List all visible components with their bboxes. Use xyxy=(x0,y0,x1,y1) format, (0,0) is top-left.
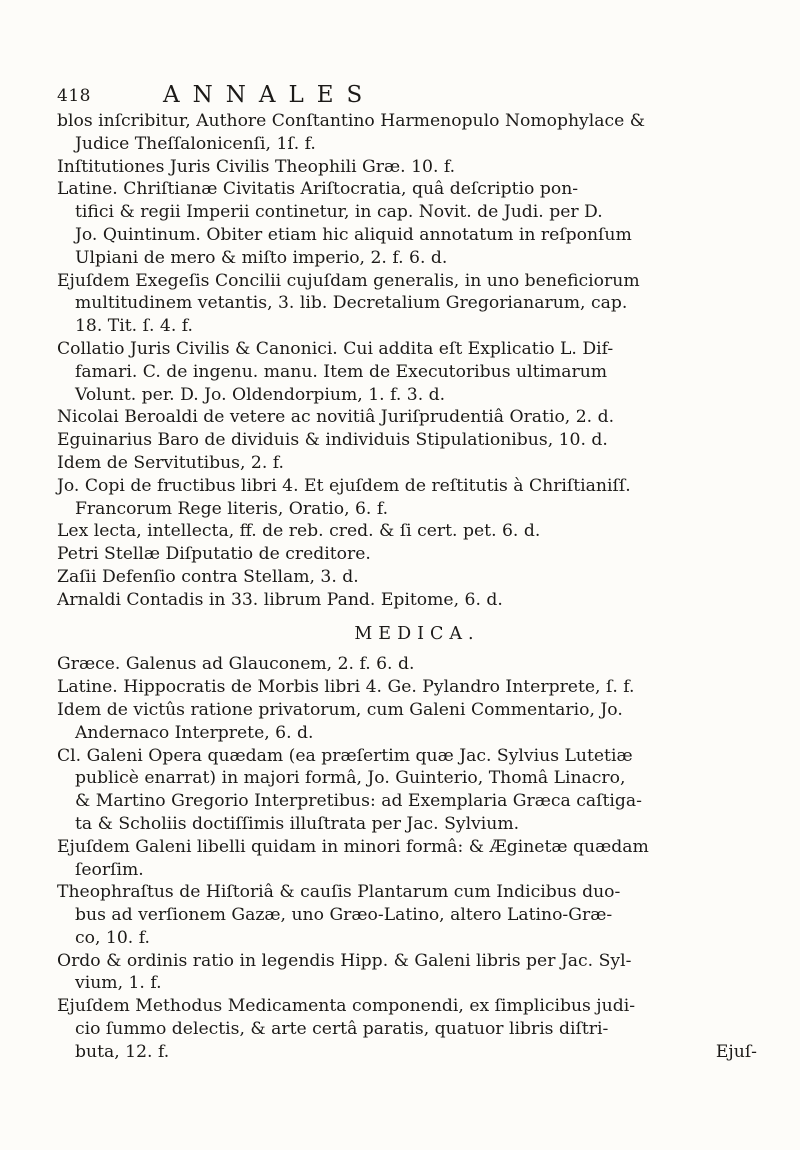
text-line: Jo. Quintinum. Obiter etiam hic aliquid annotatum in reſponſum xyxy=(75,224,632,245)
text-line: Ejuſdem Exegeſis Concilii cujuſdam generalis, in uno beneficiorum xyxy=(57,270,640,291)
text-line: & Martino Gregorio Interpretibus: ad Exemplaria Græca caſtiga- xyxy=(75,791,642,812)
text-line: Theophraſtus de Hiſtoriâ & cauſis Plantarum cum Indicibus duo- xyxy=(57,882,621,903)
text-line: Petri Stellæ Diſputatio de creditore. xyxy=(57,544,371,565)
text-line: co, 10. f. xyxy=(75,927,150,948)
text-line: Idem de victûs ratione privatorum, cum Galeni Commentario, Jo. xyxy=(57,699,623,720)
text-line: Ulpiani de mero & miſto imperio, 2. f. 6. d. xyxy=(75,247,448,268)
text-line: Jo. Copi de fructibus libri 4. Et ejuſdem de reſtitutis à Chriſtianiſſ. xyxy=(57,475,631,496)
catchword: Ejuſ- xyxy=(715,1041,757,1062)
page-header xyxy=(57,82,757,110)
text-line: Græce. Galenus ad Glauconem, 2. f. 6. d. xyxy=(57,654,415,675)
text-line: Idem de Servitutibus, 2. f. xyxy=(57,452,285,473)
text-line: ta & Scholiis doctiſſimis illuſtrata per Jac. Sylvium. xyxy=(75,813,520,834)
text-line: Ordo & ordinis ratio in legendis Hipp. & Galeni libris per Jac. Syl- xyxy=(57,950,632,971)
text-line: buta, 12. f. xyxy=(75,1041,170,1062)
text-line: Andernaco Interprete, 6. d. xyxy=(75,722,314,743)
text-line: Zaſii Defenſio contra Stellam, 3. d. xyxy=(57,566,359,587)
text-line: Latine. Hippocratis de Morbis libri 4. Ge. Pylandro Interprete, ſ. f. xyxy=(57,677,635,698)
text-line: Lex lecta, intellecta, ff. de reb. cred. & ſi cert. pet. 6. d. xyxy=(57,521,541,542)
text-line: ſeorſim. xyxy=(75,859,144,880)
text-line: Arnaldi Contadis in 33. librum Pand. Epitome, 6. d. xyxy=(57,589,503,610)
text-line: multitudinem vetantis, 3. lib. Decretalium Gregorianarum, cap. xyxy=(75,293,628,314)
text-line: Ejuſdem Methodus Medicamenta componendi, ex ſimplicibus judi- xyxy=(57,996,636,1017)
text-line: publicè enarrat) in majori formâ, Jo. Guinterio, Thomâ Linacro, xyxy=(75,768,626,789)
text-line: Latine. Chriſtianæ Civitatis Ariſtocratia, quâ deſcriptio pon- xyxy=(57,179,579,200)
text-line: bus ad verſionem Gazæ, uno Græo-Latino, altero Latino-Græ- xyxy=(75,905,613,926)
text-line: vium, 1. f. xyxy=(75,973,162,994)
text-line: Eguinarius Baro de dividuis & individuis Stipulationibus, 10. d. xyxy=(57,430,608,451)
body-text xyxy=(57,110,777,1064)
text-line: Volunt. per. D. Jo. Oldendorpium, 1. f. 3. d. xyxy=(75,384,446,405)
text-line: tifici & regii Imperii continetur, in cap. Novit. de Judi. per D. xyxy=(75,202,603,223)
text-line: blos inſcribitur, Authore Conſtantino Harmenopulo Nomophylace & xyxy=(57,111,646,131)
text-line: Cl. Galeni Opera quædam (ea præſertim quæ Jac. Sylvius Lutetiæ xyxy=(57,745,633,766)
running-head: ANNALES xyxy=(163,82,376,108)
text-line: Nicolai Beroaldi de vetere ac novitiâ Juriſprudentiâ Oratio, 2. d. xyxy=(57,407,615,428)
last-line xyxy=(57,1041,777,1064)
text-line: 18. Tit. ſ. 4. f. xyxy=(75,316,193,337)
section-heading-medica: MEDICA. xyxy=(354,623,480,644)
text-line: Collatio Juris Civilis & Canonici. Cui addita eſt Explicatio L. Dif- xyxy=(57,338,614,359)
text-line: famari. C. de ingenu. manu. Item de Executoribus ultimarum xyxy=(75,361,608,382)
page-number: 418 xyxy=(57,86,91,106)
text-line: Inſtitutiones Juris Civilis Theophili Græ. 10. f. xyxy=(57,156,456,177)
text-line: cio ſummo delectis, & arte certâ paratis, quatuor libris diſtri- xyxy=(75,1019,609,1040)
text-line: Ejuſdem Galeni libelli quidam in minori formâ: & Æginetæ quædam xyxy=(57,836,649,857)
text-line: Francorum Rege literis, Oratio, 6. f. xyxy=(75,498,389,519)
text-line: Judice Theſſalonicenſi, 1ſ. f. xyxy=(75,133,316,154)
